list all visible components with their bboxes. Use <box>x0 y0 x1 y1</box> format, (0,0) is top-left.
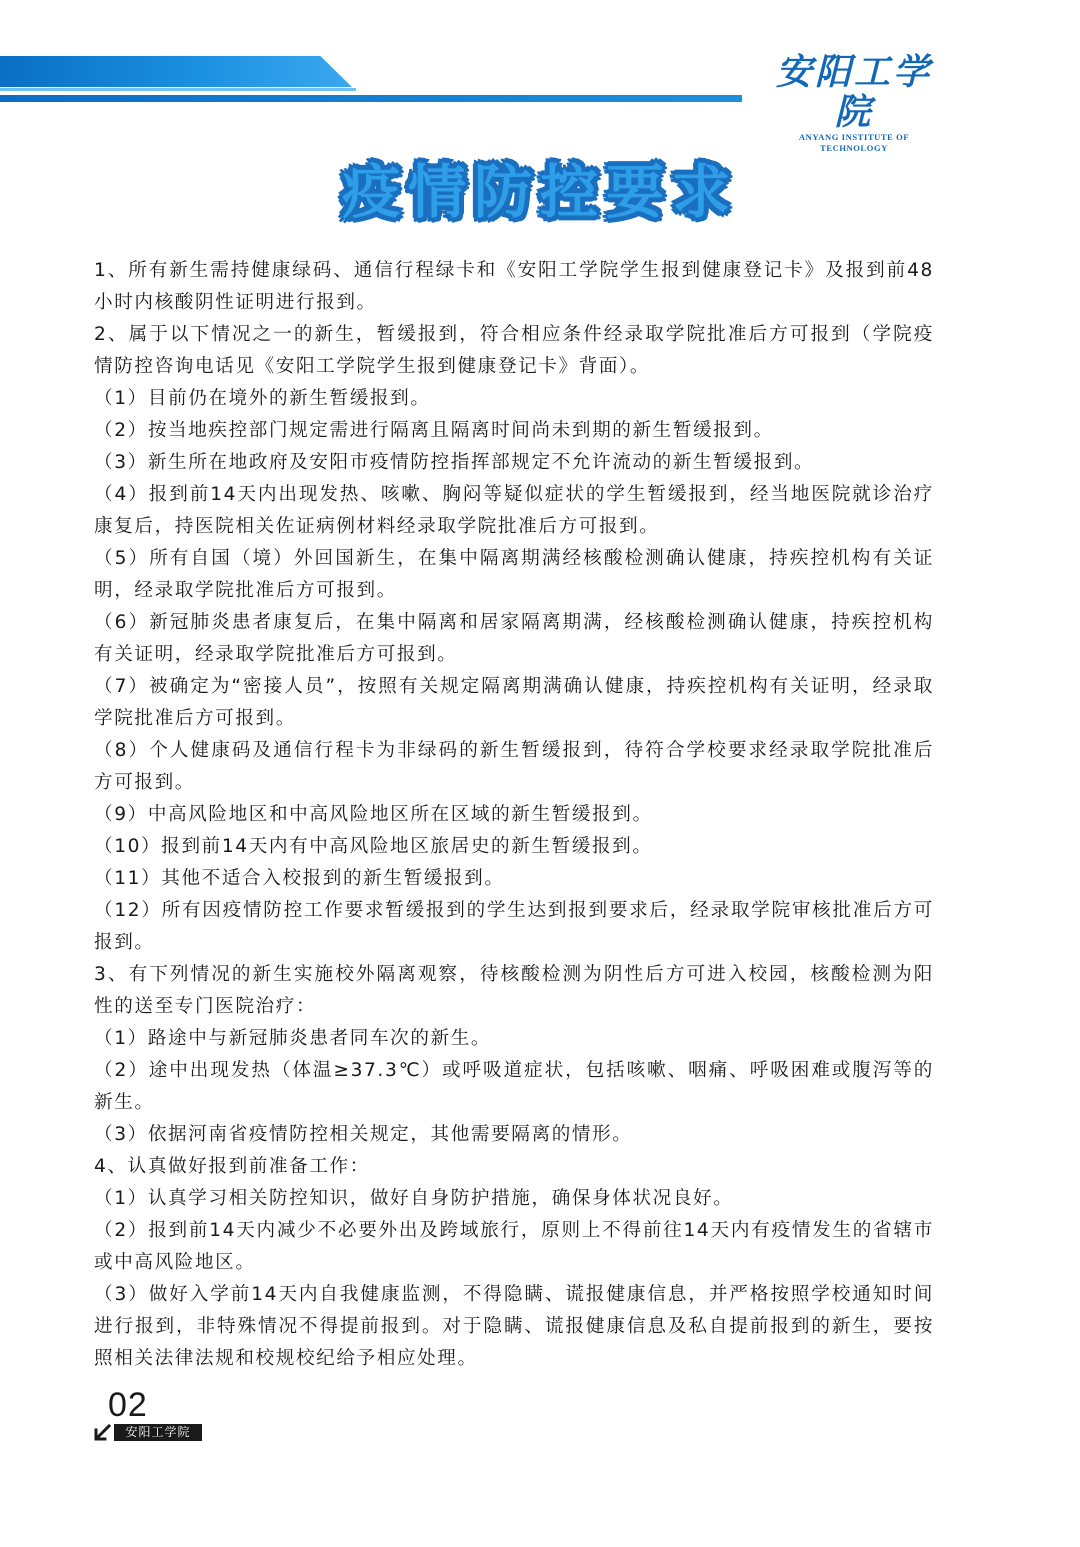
paragraph: 4、认真做好报到前准备工作： <box>94 1156 370 1177</box>
school-logo <box>772 51 936 153</box>
paragraph: （8）个人健康码及通信行程卡为非绿码的新生暂缓报到，待符合学校要求经录取学院批准后方可报到。 <box>94 740 934 793</box>
paragraph: （1）认真学习相关防控知识，做好自身防护措施，确保身体状况良好。 <box>94 1188 734 1209</box>
paragraph: （3）新生所在地政府及安阳市疫情防控指挥部规定不允许流动的新生暂缓报到。 <box>94 452 815 473</box>
logo-english-name: ANYANG INSTITUTE OF TECHNOLOGY <box>798 132 910 153</box>
paragraph: （1）目前仍在境外的新生暂缓报到。 <box>94 388 431 409</box>
page-number: 02 <box>108 1386 148 1424</box>
logo-chinese-name: 安阳工学院 <box>775 51 932 133</box>
paragraph: （12）所有因疫情防控工作要求暂缓报到的学生达到报到要求后，经录取学院审核批准后方可报到。 <box>94 900 934 953</box>
paragraph: （7）被确定为“密接人员”，按照有关规定隔离期满确认健康，持疾控机构有关证明，经录取学院批准后方可报到。 <box>94 676 934 729</box>
paragraph: （3）做好入学前14天内自我健康监测，不得隐瞒、谎报健康信息，并严格按照学校通知时间进行报到，非特殊情况不得提前报到。对于隐瞒、谎报健康信息及私自提前报到的新生，要按照相关法律法规和校规校纪给予相应处理。 <box>94 1284 934 1369</box>
paragraph: 2、属于以下情况之一的新生，暂缓报到，符合相应条件经录取学院批准后方可报到（学院疫情防控咨询电话见《安阳工学院学生报到健康登记卡》背面）。 <box>94 324 934 377</box>
paragraph: （3）依据河南省疫情防控相关规定，其他需要隔离的情形。 <box>94 1124 633 1145</box>
arrow-down-left-icon <box>92 1423 112 1443</box>
paragraph: 3、有下列情况的新生实施校外隔离观察，待核酸检测为阴性后方可进入校园，核酸检测为阳性的送至专门医院治疗： <box>94 964 934 1017</box>
paragraph: （6）新冠肺炎患者康复后，在集中隔离和居家隔离期满，经核酸检测确认健康，持疾控机构有关证明，经录取学院批准后方可报到。 <box>94 612 934 665</box>
paragraph: （4）报到前14天内出现发热、咳嗽、胸闷等疑似症状的学生暂缓报到，经当地医院就诊治疗康复后，持医院相关佐证病例材料经录取学院批准后方可报到。 <box>94 484 934 537</box>
header-band-accent <box>0 88 356 91</box>
header-band-line <box>0 95 742 102</box>
body-text <box>94 255 934 1375</box>
paragraph: （5）所有自国（境）外回国新生，在集中隔离期满经核酸检测确认健康，持疾控机构有关证明，经录取学院批准后方可报到。 <box>94 548 934 601</box>
page-title: 疫情防控要求 <box>341 158 738 226</box>
header-band-wedge <box>0 56 352 87</box>
paragraph: （1）路途中与新冠肺炎患者同车次的新生。 <box>94 1028 492 1049</box>
paragraph: （2）按当地疾控部门规定需进行隔离且隔离时间尚未到期的新生暂缓报到。 <box>94 420 774 441</box>
paragraph: （2）途中出现发热（体温≥37.3℃）或呼吸道症状，包括咳嗽、咽痛、呼吸困难或腹泻等的新生。 <box>94 1060 934 1113</box>
paragraph: （11）其他不适合入校报到的新生暂缓报到。 <box>94 868 505 889</box>
paragraph: 1、所有新生需持健康绿码、通信行程绿卡和《安阳工学院学生报到健康登记卡》及报到前48小时内核酸阴性证明进行报到。 <box>94 260 934 313</box>
paragraph: （10）报到前14天内有中高风险地区旅居史的新生暂缓报到。 <box>94 836 653 857</box>
footer-school-label: 安阳工学院 <box>114 1424 202 1441</box>
paragraph: （9）中高风险地区和中高风险地区所在区域的新生暂缓报到。 <box>94 804 653 825</box>
paragraph: （2）报到前14天内减少不必要外出及跨域旅行，原则上不得前往14天内有疫情发生的省辖市或中高风险地区。 <box>94 1220 934 1273</box>
